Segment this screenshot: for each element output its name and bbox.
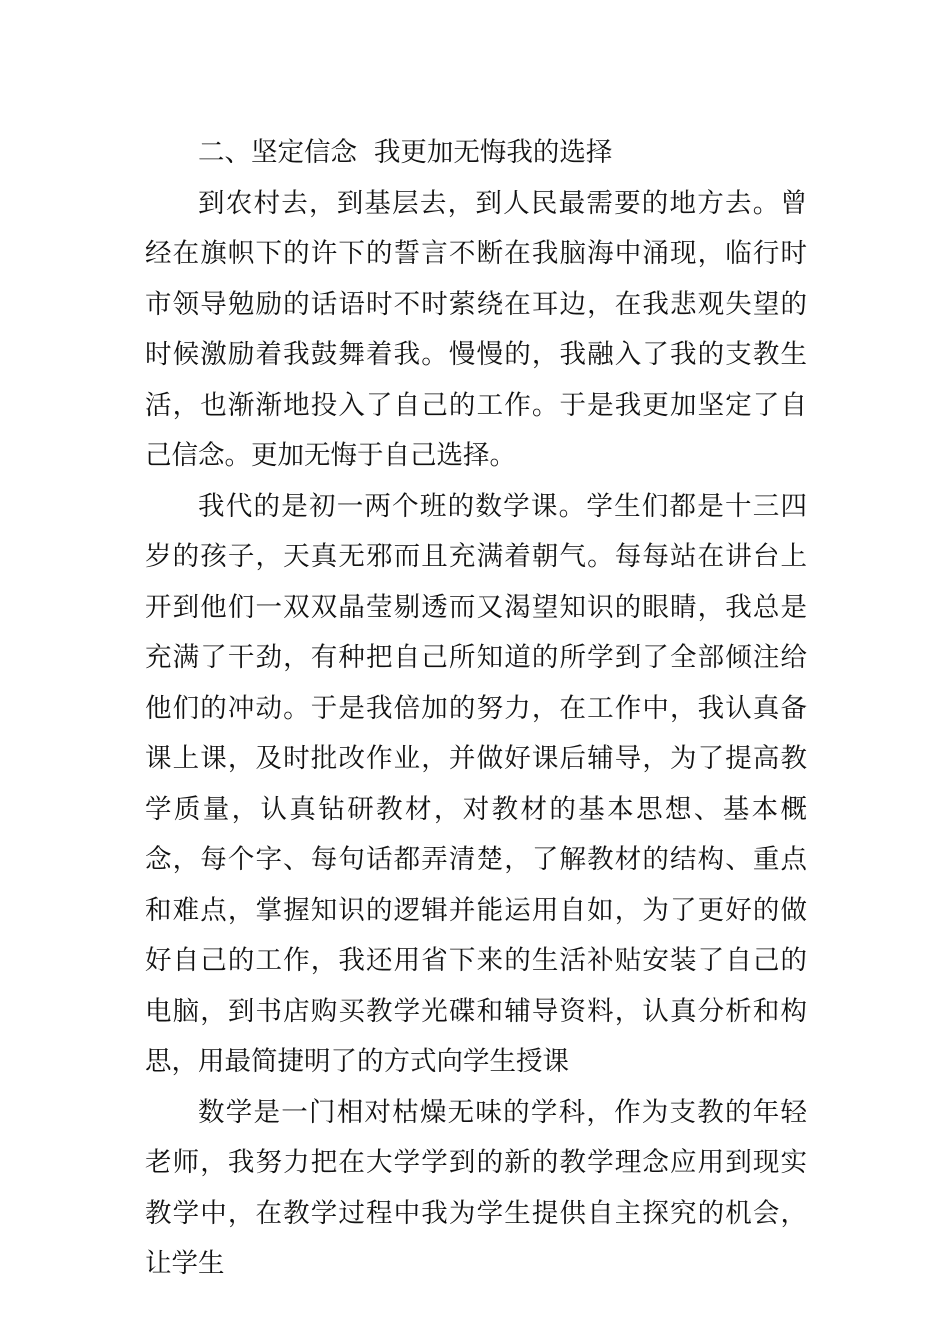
paragraph-3: 数学是一门相对枯燥无味的学科，作为支教的年轻老师，我努力把在大学学到的新的教学理念应用到现实教学中，在教学过程中我为学生提供自主探究的机会，让学生 (145, 1096, 807, 1279)
paragraph-2: 我代的是初一两个班的数学课。学生们都是十三四岁的孩子，天真无邪而且充满着朝气。每每站在讲台上开到他们一双双晶莹剔透而又渴望知识的眼睛，我总是充满了干劲，有种把自己所知道的所学到了全部倾注给他们的冲动。于是我倍加的努力，在工作中，我认真备课上课，及时批改作业，并做好课后辅导，为了提高教学质量，认真钻研教材，对教材的基本思想、基本概念，每个字、每句话都弄清楚，了解教材的结构、重点和难点，掌握知识的逻辑并能运用自如，为了更好的做好自己的工作，我还用省下来的生活补贴安装了自己的电脑，到书店购买教学光碟和辅导资料，认真分析和构思，用最简捷明了的方式向学生授课 (145, 490, 807, 1077)
document-page (145, 128, 807, 1290)
paragraph-1: 到农村去，到基层去，到人民最需要的地方去。曾经在旗帜下的许下的誓言不断在我脑海中涌现，临行时市领导勉励的话语时不时萦绕在耳边，在我悲观失望的时候激励着我鼓舞着我。慢慢的，我融入了我的支教生活，也渐渐地投入了自己的工作。于是我更加坚定了自己信念。更加无悔于自己选择。 (145, 187, 807, 471)
section-heading: 二、坚定信念 我更加无悔我的选择 (198, 137, 613, 168)
